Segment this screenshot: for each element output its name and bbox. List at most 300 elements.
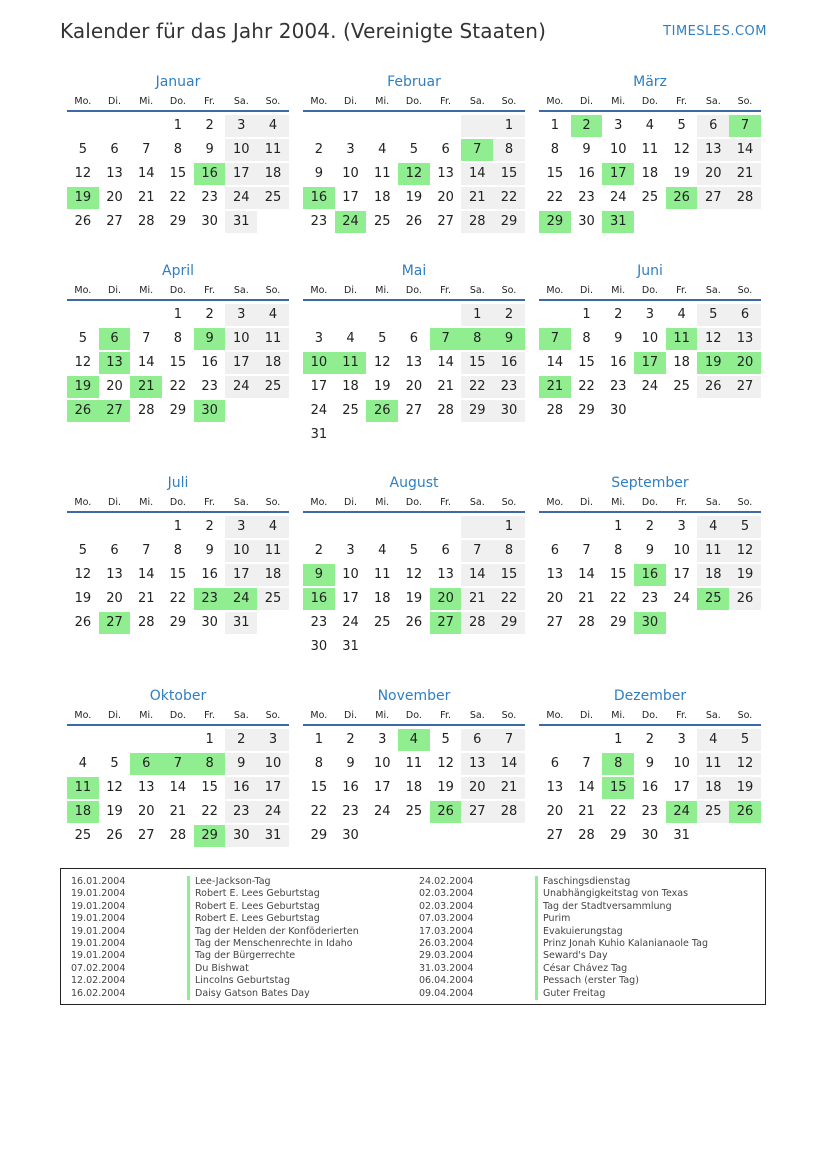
- weekday-label: Di.: [580, 96, 594, 107]
- day-cell: 9: [645, 756, 655, 771]
- weekday-label: Di.: [108, 710, 122, 721]
- month-name: März: [633, 74, 667, 90]
- day-cell: 17: [257, 777, 289, 799]
- holiday-date: 12.02.2004: [71, 975, 126, 987]
- empty-day-cell: [130, 304, 162, 326]
- holiday-row: [71, 888, 359, 900]
- day-cell: 3: [677, 732, 686, 747]
- holiday-date: 19.01.2004: [71, 925, 126, 937]
- day-cell: 10: [609, 142, 627, 157]
- day-cell: 3: [346, 543, 355, 558]
- holiday-day-cell: 21: [539, 376, 571, 398]
- holiday-date: 19.01.2004: [71, 913, 126, 925]
- holiday-row: [419, 988, 708, 1000]
- holiday-date: 09.04.2004: [419, 987, 474, 999]
- day-cell: 28: [461, 211, 493, 233]
- day-cell: 4: [697, 729, 729, 751]
- weekday-header: [539, 92, 761, 112]
- day-cell: 22: [546, 190, 564, 205]
- weekday-label: So.: [737, 497, 753, 508]
- weekday-label: So.: [501, 285, 517, 296]
- day-cell: 1: [205, 732, 214, 747]
- month-calendar: [539, 261, 761, 423]
- day-cell: 9: [614, 331, 623, 346]
- weekday-label: Sa.: [233, 497, 249, 508]
- day-cell: 3: [378, 732, 387, 747]
- weekday-label: Sa.: [233, 710, 249, 721]
- weekday-label: Fr.: [440, 285, 451, 296]
- day-cell: 20: [546, 804, 564, 819]
- empty-day-cell: [67, 729, 99, 751]
- weekday-label: Do.: [641, 96, 658, 107]
- day-cell: 18: [373, 190, 391, 205]
- day-cell: 18: [405, 780, 423, 795]
- weekday-label: So.: [501, 96, 517, 107]
- day-cell: 7: [582, 543, 591, 558]
- weekday-header: [67, 281, 289, 301]
- day-cell: 24: [257, 801, 289, 823]
- day-cell: 11: [257, 328, 289, 350]
- month-calendar: [539, 72, 761, 234]
- weekday-label: Sa.: [705, 96, 721, 107]
- day-cell: 29: [169, 214, 187, 229]
- day-cell: 10: [225, 139, 257, 161]
- day-cell: 5: [697, 304, 729, 326]
- day-grid: [303, 303, 525, 447]
- holiday-name: Faschingsdienstag: [535, 876, 630, 888]
- holiday-day-cell: 15: [602, 777, 634, 799]
- weekday-label: Do.: [169, 285, 186, 296]
- day-cell: 19: [373, 379, 391, 394]
- empty-day-cell: [162, 729, 194, 751]
- month-name: Juni: [637, 263, 663, 279]
- weekday-label: Fr.: [440, 96, 451, 107]
- day-cell: 11: [641, 142, 659, 157]
- day-cell: 10: [373, 756, 391, 771]
- day-cell: 17: [225, 564, 257, 586]
- empty-day-cell: [539, 304, 571, 326]
- holiday-day-cell: 29: [539, 211, 571, 233]
- day-cell: 22: [169, 379, 187, 394]
- day-cell: 22: [461, 376, 493, 398]
- day-cell: 22: [201, 804, 218, 819]
- day-cell: 8: [173, 331, 183, 346]
- holiday-name: Pessach (erster Tag): [535, 975, 639, 987]
- day-cell: 29: [169, 403, 187, 418]
- month-name: Februar: [387, 74, 441, 90]
- month-name: Dezember: [613, 688, 687, 704]
- weekday-label: Fr.: [204, 285, 215, 296]
- holiday-date: 02.03.2004: [419, 888, 474, 900]
- weekday-label: Sa.: [705, 285, 721, 296]
- day-cell: 16: [342, 780, 359, 795]
- day-cell: 3: [257, 729, 289, 751]
- day-cell: 2: [205, 118, 214, 133]
- day-cell: 16: [578, 166, 595, 181]
- holiday-name: César Chávez Tag: [535, 963, 627, 975]
- empty-day-cell: [366, 516, 398, 538]
- day-cell: 20: [697, 163, 729, 185]
- day-cell: 28: [137, 214, 155, 229]
- holiday-day-cell: 11: [335, 352, 367, 374]
- month-calendar: [67, 72, 289, 234]
- holiday-day-cell: 6: [130, 753, 162, 775]
- weekday-label: Mi.: [611, 497, 626, 508]
- weekday-label: Fr.: [204, 96, 215, 107]
- empty-day-cell: [398, 516, 430, 538]
- empty-day-cell: [539, 516, 571, 538]
- empty-day-cell: [99, 115, 131, 137]
- day-cell: 1: [173, 519, 183, 534]
- day-cell: 5: [78, 543, 87, 558]
- day-cell: 4: [257, 516, 289, 538]
- day-cell: 21: [578, 591, 595, 606]
- day-cell: 13: [697, 139, 729, 161]
- weekday-header: [303, 493, 525, 513]
- day-cell: 28: [578, 615, 595, 630]
- day-cell: 5: [78, 331, 87, 346]
- day-cell: 10: [225, 328, 257, 350]
- day-cell: 3: [645, 307, 655, 322]
- day-cell: 31: [342, 639, 359, 654]
- empty-day-cell: [303, 516, 335, 538]
- day-cell: 17: [225, 163, 257, 185]
- day-grid: [539, 515, 761, 635]
- day-cell: 29: [609, 828, 627, 843]
- holiday-day-cell: 26: [666, 187, 698, 209]
- day-cell: 30: [641, 828, 659, 843]
- day-cell: 15: [169, 166, 187, 181]
- empty-day-cell: [461, 516, 493, 538]
- day-cell: 26: [405, 615, 423, 630]
- weekday-label: Di.: [344, 285, 358, 296]
- day-cell: 1: [461, 304, 493, 326]
- holiday-day-cell: 20: [430, 588, 462, 610]
- holiday-day-cell: 23: [194, 588, 226, 610]
- day-cell: 26: [697, 376, 729, 398]
- day-cell: 5: [409, 142, 419, 157]
- day-cell: 17: [342, 591, 359, 606]
- day-cell: 1: [614, 732, 623, 747]
- holiday-name: Tag der Bürgerrechte: [187, 950, 295, 962]
- day-cell: 8: [614, 543, 623, 558]
- day-cell: 22: [310, 804, 328, 819]
- day-cell: 26: [74, 214, 92, 229]
- weekday-label: Di.: [108, 497, 122, 508]
- holiday-date: 17.03.2004: [419, 925, 474, 937]
- weekday-header: [67, 493, 289, 513]
- day-cell: 13: [405, 355, 423, 370]
- holiday-day-cell: 10: [303, 352, 335, 374]
- holiday-name: Robert E. Lees Geburtstag: [187, 888, 320, 900]
- day-cell: 18: [257, 163, 289, 185]
- day-cell: 14: [493, 753, 525, 775]
- day-cell: 20: [461, 777, 493, 799]
- day-cell: 17: [225, 352, 257, 374]
- weekday-label: Fr.: [676, 497, 687, 508]
- weekday-label: Fr.: [204, 497, 215, 508]
- day-cell: 19: [74, 591, 92, 606]
- day-cell: 14: [137, 166, 155, 181]
- day-cell: 30: [201, 214, 218, 229]
- day-grid: [67, 728, 289, 848]
- empty-day-cell: [571, 516, 603, 538]
- day-cell: 12: [74, 355, 92, 370]
- holiday-row: [419, 963, 708, 975]
- day-cell: 23: [201, 379, 218, 394]
- holiday-row: [419, 926, 708, 938]
- weekday-label: So.: [737, 710, 753, 721]
- day-cell: 14: [437, 355, 454, 370]
- holiday-row: [71, 988, 359, 1000]
- holiday-name: Unabhängigkeitstag von Texas: [535, 888, 688, 900]
- holiday-date: 02.03.2004: [419, 900, 474, 912]
- holiday-day-cell: 30: [194, 400, 226, 422]
- day-grid: [539, 728, 761, 848]
- day-cell: 28: [437, 403, 454, 418]
- day-cell: 28: [461, 612, 493, 634]
- day-cell: 27: [437, 214, 454, 229]
- day-cell: 1: [582, 307, 591, 322]
- day-cell: 20: [437, 190, 454, 205]
- weekday-label: Mi.: [139, 497, 154, 508]
- day-cell: 12: [729, 540, 761, 562]
- holiday-row: [419, 938, 708, 950]
- month-calendar: [303, 686, 525, 848]
- day-cell: 19: [106, 804, 123, 819]
- holiday-row: [419, 888, 708, 900]
- day-cell: 18: [697, 777, 729, 799]
- day-cell: 28: [137, 403, 155, 418]
- day-cell: 18: [373, 591, 391, 606]
- day-cell: 18: [257, 352, 289, 374]
- month-calendar: [303, 261, 525, 447]
- holiday-day-cell: 9: [194, 328, 226, 350]
- day-cell: 12: [74, 567, 92, 582]
- day-cell: 1: [314, 732, 323, 747]
- day-cell: 1: [493, 516, 525, 538]
- day-cell: 16: [225, 777, 257, 799]
- day-cell: 22: [578, 379, 595, 394]
- day-cell: 31: [673, 828, 690, 843]
- day-cell: 5: [409, 543, 419, 558]
- day-cell: 21: [461, 588, 493, 610]
- day-cell: 26: [405, 214, 423, 229]
- holiday-name: Purim: [535, 913, 570, 925]
- day-cell: 1: [614, 519, 623, 534]
- day-cell: 29: [493, 612, 525, 634]
- day-cell: 16: [641, 780, 659, 795]
- day-cell: 21: [461, 187, 493, 209]
- day-grid: [303, 515, 525, 659]
- weekday-header: [303, 281, 525, 301]
- empty-day-cell: [67, 115, 99, 137]
- weekday-label: Sa.: [233, 96, 249, 107]
- day-cell: 8: [314, 756, 323, 771]
- holiday-day-cell: 17: [634, 352, 666, 374]
- day-cell: 23: [578, 190, 595, 205]
- day-cell: 3: [314, 331, 323, 346]
- weekday-label: Fr.: [204, 710, 215, 721]
- holiday-date: 19.01.2004: [71, 900, 126, 912]
- day-cell: 12: [106, 780, 123, 795]
- day-cell: 16: [201, 355, 218, 370]
- day-cell: 12: [729, 753, 761, 775]
- day-cell: 25: [342, 403, 359, 418]
- day-cell: 3: [225, 304, 257, 326]
- day-cell: 25: [373, 214, 391, 229]
- day-cell: 31: [225, 211, 257, 233]
- holiday-name: Seward's Day: [535, 950, 608, 962]
- holiday-name: Prinz Jonah Kuhio Kalanianaole Tag: [535, 938, 708, 950]
- holiday-day-cell: 19: [67, 376, 99, 398]
- holiday-day-cell: 17: [602, 163, 634, 185]
- day-cell: 27: [405, 403, 423, 418]
- holiday-date: 07.03.2004: [419, 913, 474, 925]
- holiday-name: Lee-Jackson-Tag: [187, 876, 271, 888]
- day-cell: 22: [169, 190, 187, 205]
- holiday-day-cell: 16: [303, 588, 335, 610]
- weekday-label: Mo.: [74, 96, 92, 107]
- day-cell: 23: [310, 214, 328, 229]
- day-cell: 4: [697, 516, 729, 538]
- day-cell: 30: [493, 400, 525, 422]
- day-cell: 3: [677, 519, 686, 534]
- empty-day-cell: [67, 304, 99, 326]
- day-cell: 2: [314, 142, 323, 157]
- day-cell: 29: [609, 615, 627, 630]
- weekday-label: So.: [501, 497, 517, 508]
- month-calendar: [539, 686, 761, 848]
- weekday-label: Mo.: [310, 96, 328, 107]
- day-cell: 9: [645, 543, 655, 558]
- holiday-day-cell: 26: [430, 801, 462, 823]
- day-grid: [539, 303, 761, 423]
- holiday-row: [71, 975, 359, 987]
- empty-day-cell: [430, 115, 462, 137]
- holiday-day-cell: 27: [430, 612, 462, 634]
- holiday-name: Du Bishwat: [187, 963, 249, 975]
- day-cell: 4: [677, 307, 686, 322]
- day-cell: 23: [641, 591, 659, 606]
- day-cell: 8: [582, 331, 591, 346]
- month-name: Oktober: [149, 688, 207, 704]
- day-cell: 4: [378, 142, 387, 157]
- weekday-label: Fr.: [676, 96, 687, 107]
- day-cell: 24: [673, 591, 690, 606]
- day-cell: 6: [110, 543, 119, 558]
- day-cell: 9: [314, 166, 323, 181]
- day-cell: 15: [461, 352, 493, 374]
- holiday-row: [419, 975, 708, 987]
- weekday-label: Mo.: [310, 497, 328, 508]
- holiday-day-cell: 19: [697, 352, 729, 374]
- empty-day-cell: [571, 729, 603, 751]
- holiday-row: [71, 938, 359, 950]
- weekday-label: So.: [265, 96, 281, 107]
- day-cell: 8: [173, 142, 183, 157]
- weekday-label: Fr.: [440, 710, 451, 721]
- holiday-day-cell: 24: [225, 588, 257, 610]
- day-cell: 19: [405, 591, 423, 606]
- empty-day-cell: [461, 115, 493, 137]
- holiday-row: [71, 926, 359, 938]
- day-cell: 26: [106, 828, 123, 843]
- day-cell: 15: [310, 780, 328, 795]
- day-grid: [67, 114, 289, 234]
- holiday-day-cell: 9: [493, 328, 525, 350]
- weekday-header: [67, 92, 289, 112]
- day-cell: 13: [106, 166, 123, 181]
- day-cell: 7: [142, 543, 151, 558]
- day-cell: 26: [729, 588, 761, 610]
- day-cell: 2: [493, 304, 525, 326]
- holiday-day-cell: 7: [729, 115, 761, 137]
- holiday-name: Tag der Helden der Konföderierten: [187, 926, 359, 938]
- day-cell: 24: [225, 376, 257, 398]
- day-cell: 24: [609, 190, 627, 205]
- empty-day-cell: [130, 115, 162, 137]
- holiday-day-cell: 4: [398, 729, 430, 751]
- holiday-day-cell: 9: [303, 564, 335, 586]
- day-cell: 12: [74, 166, 92, 181]
- empty-day-cell: [539, 729, 571, 751]
- weekday-header: [539, 706, 761, 726]
- day-grid: [67, 515, 289, 635]
- page-title: Kalender für das Jahr 2004. (Vereinigte Staaten): [60, 19, 546, 43]
- day-cell: 15: [546, 166, 564, 181]
- day-cell: 28: [169, 828, 187, 843]
- weekday-label: Di.: [580, 285, 594, 296]
- day-cell: 3: [346, 142, 355, 157]
- brand-logo-text[interactable]: TIMESLES.COM: [663, 24, 767, 39]
- weekday-label: Mi.: [611, 710, 626, 721]
- weekday-label: Sa.: [469, 96, 485, 107]
- weekday-label: Sa.: [705, 710, 721, 721]
- holiday-date: 19.01.2004: [71, 950, 126, 962]
- day-cell: 23: [310, 615, 328, 630]
- day-cell: 9: [582, 142, 591, 157]
- holiday-day-cell: 24: [335, 211, 367, 233]
- weekday-label: Mi.: [375, 285, 390, 296]
- day-cell: 4: [257, 304, 289, 326]
- day-cell: 25: [373, 615, 391, 630]
- day-cell: 8: [493, 540, 525, 562]
- day-cell: 5: [441, 732, 450, 747]
- day-cell: 25: [405, 804, 423, 819]
- weekday-label: Do.: [169, 497, 186, 508]
- month-calendar: [539, 473, 761, 635]
- holiday-row: [71, 913, 359, 925]
- day-cell: 17: [673, 780, 690, 795]
- day-grid: [67, 303, 289, 423]
- day-cell: 22: [493, 588, 525, 610]
- empty-day-cell: [303, 304, 335, 326]
- empty-day-cell: [335, 115, 367, 137]
- weekday-label: Mi.: [611, 96, 626, 107]
- day-cell: 23: [609, 379, 627, 394]
- day-cell: 17: [673, 567, 690, 582]
- day-cell: 14: [578, 567, 595, 582]
- weekday-label: Do.: [641, 497, 658, 508]
- day-cell: 5: [677, 118, 686, 133]
- day-cell: 10: [257, 753, 289, 775]
- weekday-label: Mi.: [611, 285, 626, 296]
- day-cell: 9: [225, 753, 257, 775]
- day-cell: 23: [225, 801, 257, 823]
- day-cell: 30: [342, 828, 359, 843]
- weekday-label: Mo.: [74, 285, 92, 296]
